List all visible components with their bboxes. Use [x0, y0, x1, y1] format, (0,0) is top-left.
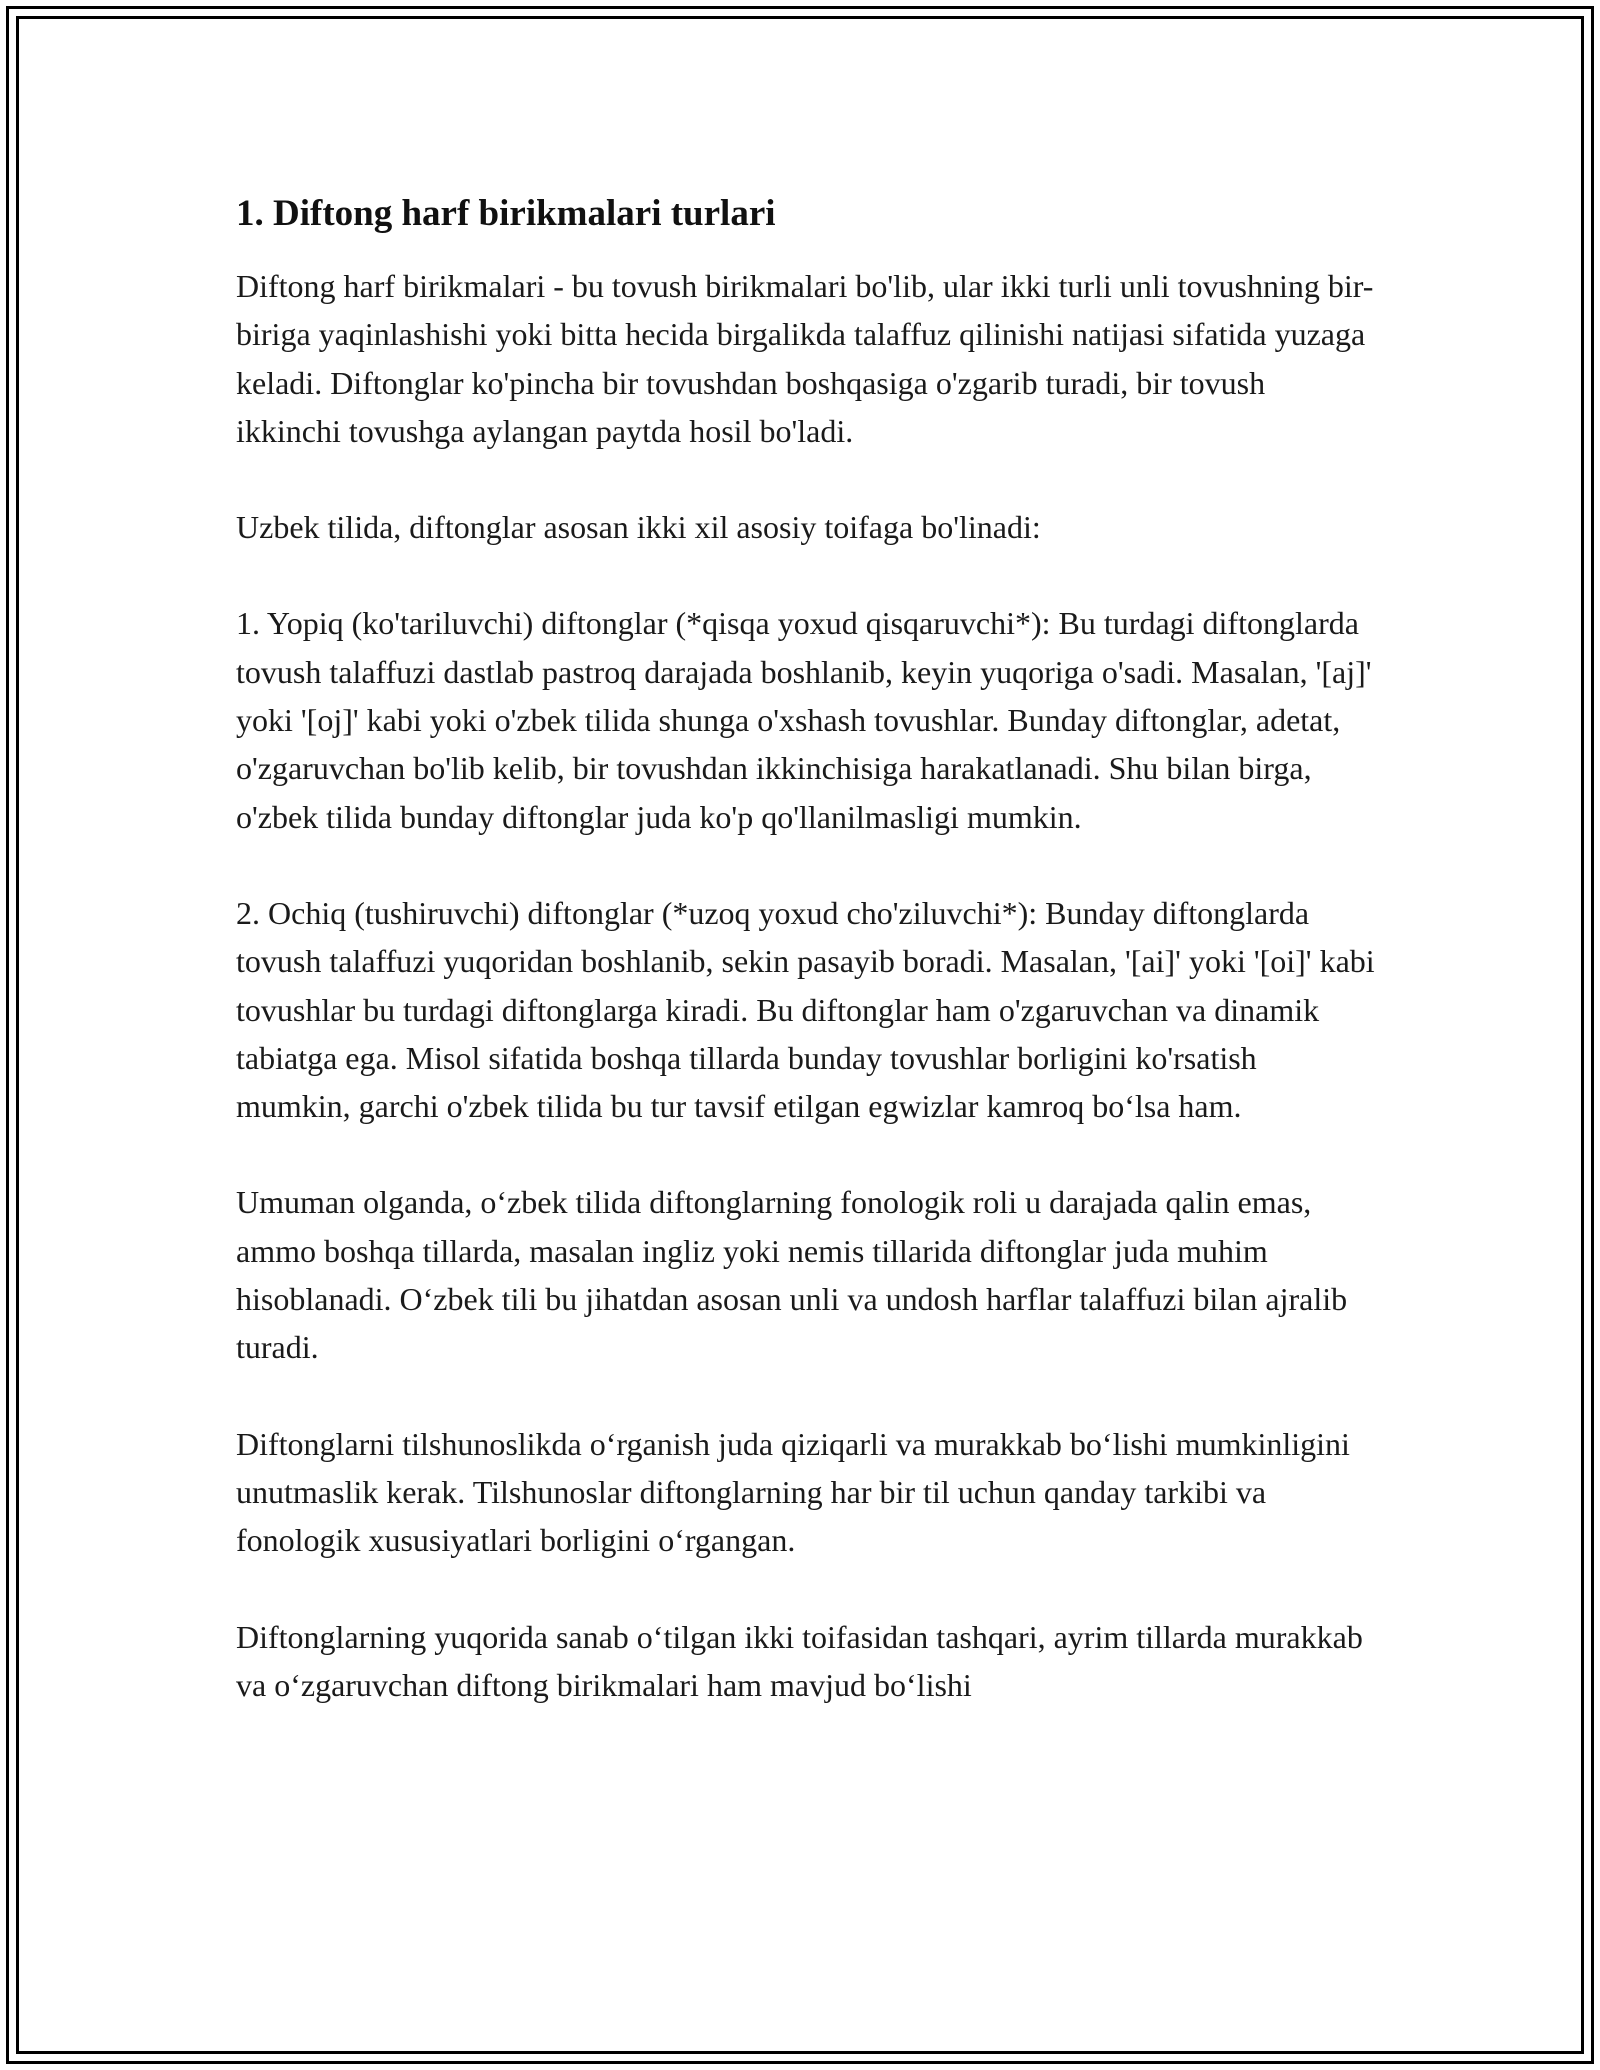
- paragraph-open-diphthongs: 2. Ochiq (tushiruvchi) diftonglar (*uzoq yoxud cho'ziluvchi*): Bunday diftonglarda tovush talaffuzi yuqoridan boshlanib, sekin pasayib boradi. Masalan, '[ai]' yoki '[oi]' kabi tovushlar bu turdagi diftonglarga kiradi. Bu diftonglar ham o'zgaruvchan va dinamik tabiatga ega. Misol sifatida boshqa tillarda bunday tovushlar borligini ko'rsatish mumkin, garchi o'zbek tilida bu tur tavsif etilgan egwizlar kamroq bo‘lsa ham.: [236, 894, 1375, 1125]
- paragraph-summary: Umuman olganda, o‘zbek tilida diftonglarning fonologik roli u darajada qalin emas, ammo boshqa tillarda, masalan ingliz yoki nemis tillarida diftonglar juda muhim hisoblanadi. O‘zbek tili bu jihatdan asosan unli va undosh harflar talaffuzi bilan ajralib turadi.: [236, 1184, 1348, 1366]
- paragraph-linguistics: Diftonglarni tilshunoslikda o‘rganish juda qiziqarli va murakkab bo‘lishi mumkinligini unutmaslik kerak. Tilshunoslar diftonglarning har bir til uchun qanday tarkibi va fonologik xususiyatlari borligini o‘rgangan.: [236, 1425, 1350, 1559]
- section-heading: 1. Diftong harf birikmalari turlari: [236, 193, 776, 234]
- paragraph-categories-intro: Uzbek tilida, diftonglar asosan ikki xil asosiy toifaga bo'linadi:: [236, 509, 1041, 546]
- document-body: [236, 188, 1376, 1757]
- paragraph-closed-diphthongs: 1. Yopiq (ko'tariluvchi) diftonglar (*qisqa yoxud qisqaruvchi*): Bu turdagi diftonglarda tovush talaffuzi dastlab pastroq darajada boshlanib, keyin yuqoriga o'sadi. Masalan, '[aj]' yoki '[oj]' kabi yoki o'zbek tilida shunga o'xshash tovushlar. Bunday diftonglar, adetat, o'zgaruvchan bo'lib kelib, bir tovushdan ikkinchisiga harakatlanadi. Shu bilan birga, o'zbek tilida bunday diftonglar juda ko'p qo'llanilmasligi mumkin.: [236, 605, 1372, 835]
- paragraph-definition: Diftong harf birikmalari - bu tovush birikmalari bo'lib, ular ikki turli unli tovushning bir-biriga yaqinlashishi yoki bitta hecida birgalikda talaffuz qilinishi natijasi sifatida yuzaga keladi. Diftonglar ko'pincha bir tovushdan boshqasiga o'zgarib turadi, bir tovush ikkinchi tovushga aylangan paytda hosil bo'ladi.: [236, 268, 1374, 449]
- paragraph-continuation: Diftonglarning yuqorida sanab o‘tilgan ikki toifasidan tashqari, ayrim tillarda murakkab va o‘zgaruvchan diftong birikmalari ham mavjud bo‘lishi: [236, 1618, 1363, 1703]
